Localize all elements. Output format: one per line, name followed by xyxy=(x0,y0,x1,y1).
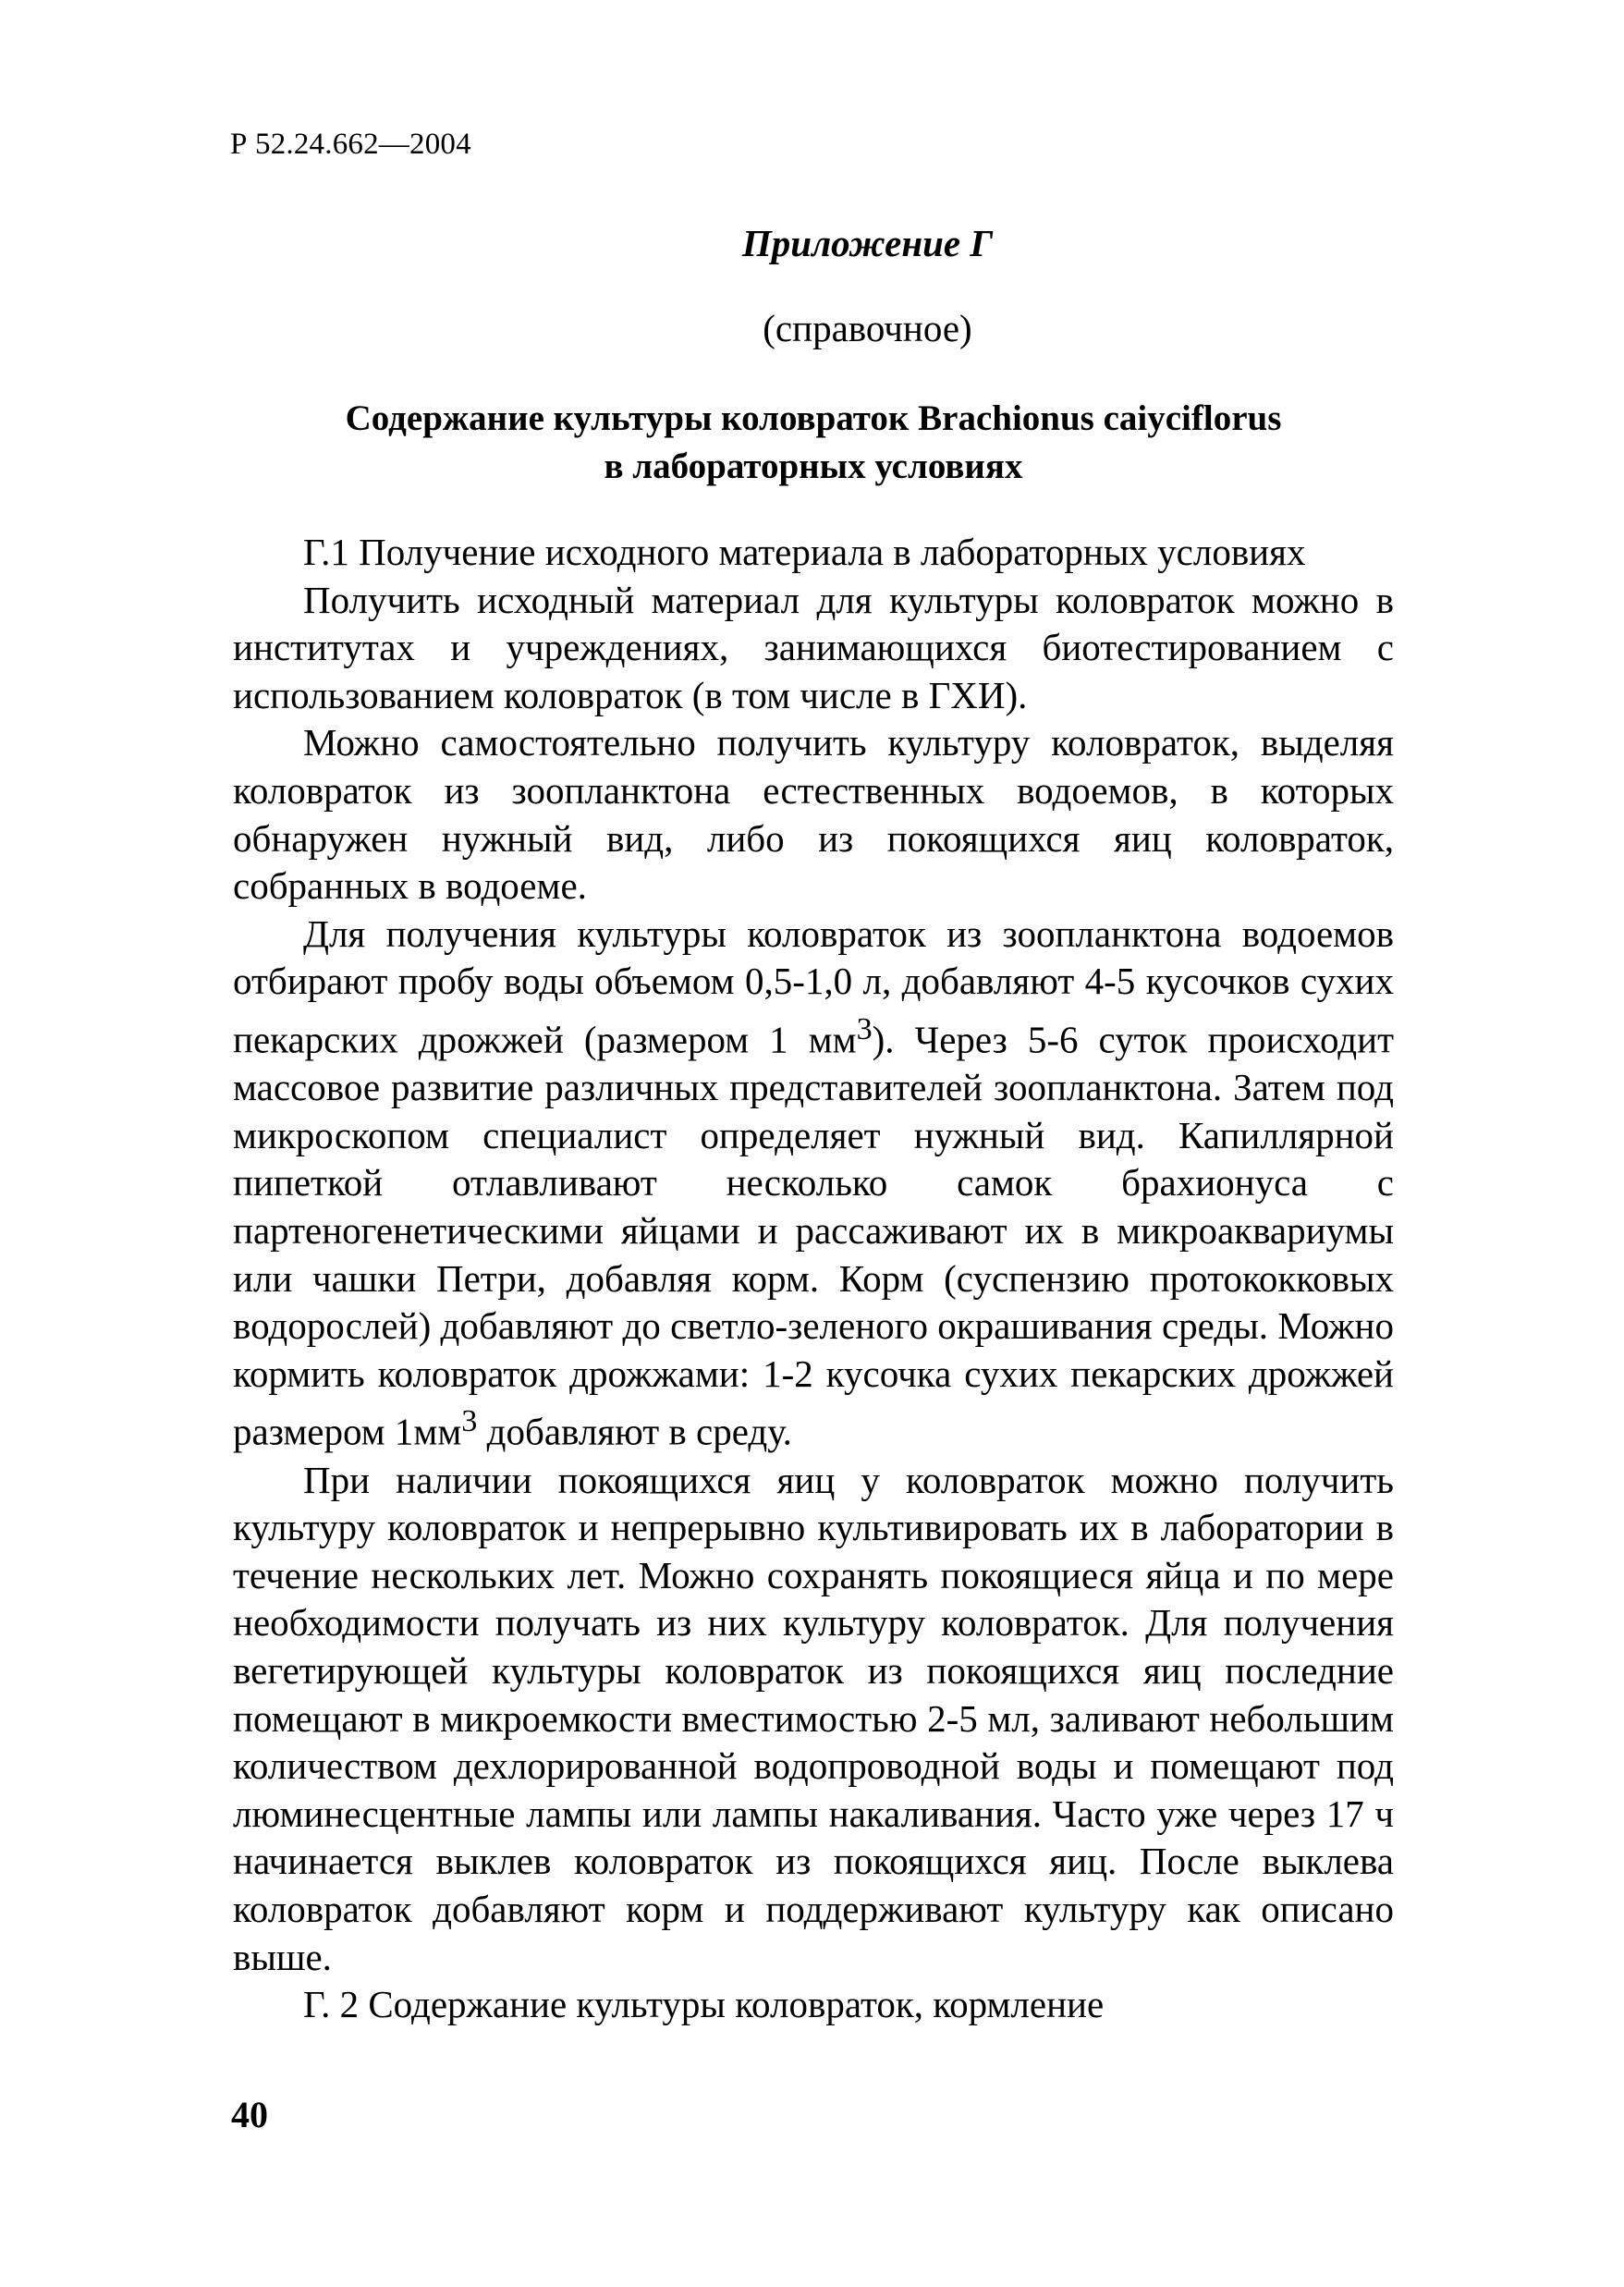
heading-line-2: в лабораторных условиях xyxy=(604,446,1023,486)
appendix-heading xyxy=(233,395,1394,491)
appendix-kind: (справочное) xyxy=(763,307,972,349)
paragraph-culture-from-zooplankton xyxy=(233,911,1394,1457)
page-number: 40 xyxy=(231,2094,268,2135)
text-run: ). Через 5-6 суток происходит массовое развитие различных представителей зоопланктона. Затем под микроскопом специалист определяет нужный вид. Капиллярной пипеткой отлавливают несколько самок брахионуса с партеногенетическими яйцами и рассаживают их в микроаквариумы или чашки Петри, добавляя корм. Корм (суспензию протококковых водорослей) добавляют до светло-зеленого окрашивания среды. Можно кормить коловраток дрожжами: 1-2 кусочка сухих пекарских дрожжей размером 1мм xyxy=(233,1018,1395,1453)
text-run: Для получения культуры коловраток из зоопланктона водоемов отбирают пробу воды объемом 0,5-1,0 л, добавляют 4-5 кусочков сухих пекарских дрожжей (размером 1 мм xyxy=(233,911,1394,1061)
body-text xyxy=(233,529,1394,2029)
appendix-title: Приложение Г xyxy=(741,222,994,264)
section-g1-title: Г.1 Получение исходного материала в лабораторных условиях xyxy=(303,531,1306,573)
text-run: добавляют в среду. xyxy=(477,1411,792,1453)
paragraph: Можно самостоятельно получить культуру коловраток, выделяя коловраток из зоопланктона естественных водоемов, в которых обнаружен нужный вид, либо из покоящихся яиц коловраток, собранных в водоеме. xyxy=(233,721,1394,908)
section-g2-title: Г. 2 Содержание культуры коловраток, кормление xyxy=(303,1983,1105,2026)
paragraph: Получить исходный материал для культуры коловраток можно в институтах и учреждениях, занимающихся биотестированием с использованием коловраток (в том числе в ГХИ). xyxy=(233,578,1394,716)
heading-line-1: Содержание культуры коловраток Brachionus caiyciflorus xyxy=(345,398,1282,438)
superscript: 3 xyxy=(461,1404,478,1439)
superscript: 3 xyxy=(856,1011,873,1046)
paragraph-resting-eggs: При наличии покоящихся яиц у коловраток можно получить культуру коловраток и непрерывно культивировать их в лаборатории в течение нескольких лет. Можно сохранять покоящиеся яйца и по мере необходимости получать из них культуру коловраток. Для получения вегетирующей культуры коловраток из покоящихся яиц последние помещают в микроемкости вместимостью 2-5 мл, заливают небольшим количеством дехлорированной водопроводной воды и помещают под люминесцентные лампы или лампы накаливания. Часто уже через 17 ч начинается выклев коловраток из покоящихся яиц. После выклева коловраток добавляют корм и поддерживают культуру как описано выше. xyxy=(233,1458,1394,1978)
document-code: Р 52.24.662—2004 xyxy=(230,128,471,161)
